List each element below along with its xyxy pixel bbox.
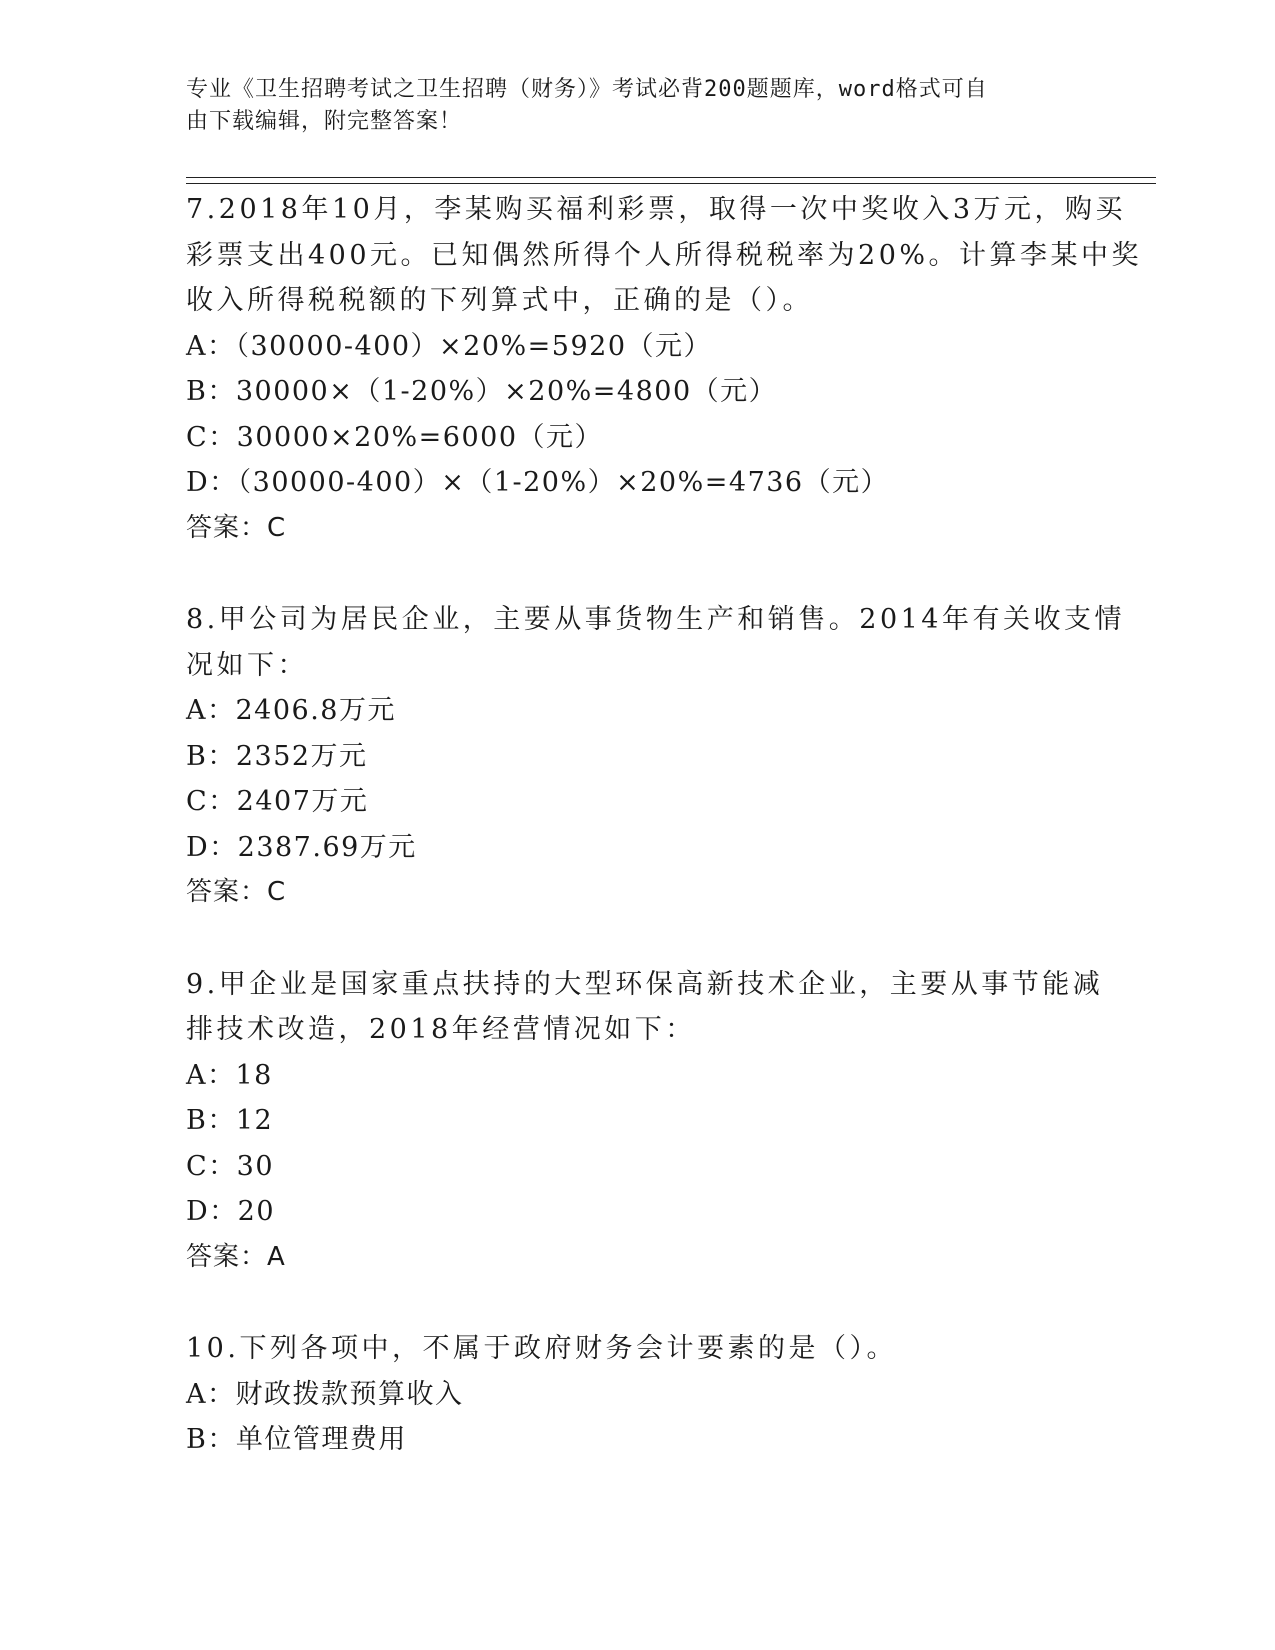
option-a: A：（30000-400）×20%=5920（元） xyxy=(186,330,713,362)
option-a: A：18 xyxy=(186,1059,273,1091)
option-d: D：（30000-400）×（1-20%）×20%=4736（元） xyxy=(186,467,890,498)
answer-line: 答案：C xyxy=(186,512,287,543)
answer-line: 答案：A xyxy=(186,1241,286,1272)
question-8 xyxy=(186,597,1125,916)
question-text-line: 收入所得税税额的下列算式中，正确的是（）。 xyxy=(186,285,813,316)
document-header xyxy=(186,74,1086,138)
option-c: C：2407万元 xyxy=(186,786,369,817)
question-gap xyxy=(186,1280,1086,1326)
option-d: D：20 xyxy=(186,1196,276,1227)
question-9 xyxy=(186,962,1104,1281)
header-divider-top xyxy=(186,177,1156,178)
question-gap xyxy=(186,551,1086,597)
header-title-line-2: 由下载编辑，附完整答案！ xyxy=(186,109,463,134)
question-gap xyxy=(186,916,1086,962)
question-text-line: 彩票支出400元。已知偶然所得个人所得税税率为20%。计算李某中奖 xyxy=(186,239,1143,271)
question-7 xyxy=(186,187,1143,551)
option-c: C：30 xyxy=(186,1150,275,1182)
question-text-line: 9.甲企业是国家重点扶持的大型环保高新技术企业，主要从事节能减 xyxy=(186,968,1104,1000)
answer-line: 答案：C xyxy=(186,877,287,907)
question-text-line: 排技术改造，2018年经营情况如下： xyxy=(186,1014,696,1045)
question-10 xyxy=(186,1326,1086,1463)
question-text-line: 况如下： xyxy=(186,649,308,681)
question-text-line: 7.2018年10月，李某购买福利彩票，取得一次中奖收入3万元，购买 xyxy=(186,194,1127,225)
option-b: B：12 xyxy=(186,1105,274,1136)
question-text-line: 8.甲公司为居民企业，主要从事货物生产和销售。2014年有关收支情 xyxy=(186,604,1125,635)
header-title-line-1: 专业《卫生招聘考试之卫生招聘（财务）》考试必背200题题库，word格式可自 xyxy=(186,77,988,102)
question-text-line: 10.下列各项中，不属于政府财务会计要素的是（）。 xyxy=(186,1333,897,1364)
header-divider-bottom xyxy=(186,183,1156,184)
option-c: C：30000×20%=6000（元） xyxy=(186,421,604,453)
option-b: B：2352万元 xyxy=(186,740,368,772)
option-b: B：单位管理费用 xyxy=(186,1424,407,1455)
option-b: B：30000×（1-20%）×20%=4800（元） xyxy=(186,376,778,407)
option-a: A：2406.8万元 xyxy=(186,695,396,726)
option-a: A：财政拨款预算收入 xyxy=(186,1378,464,1410)
option-d: D：2387.69万元 xyxy=(186,831,417,863)
question-list xyxy=(186,187,1143,1463)
